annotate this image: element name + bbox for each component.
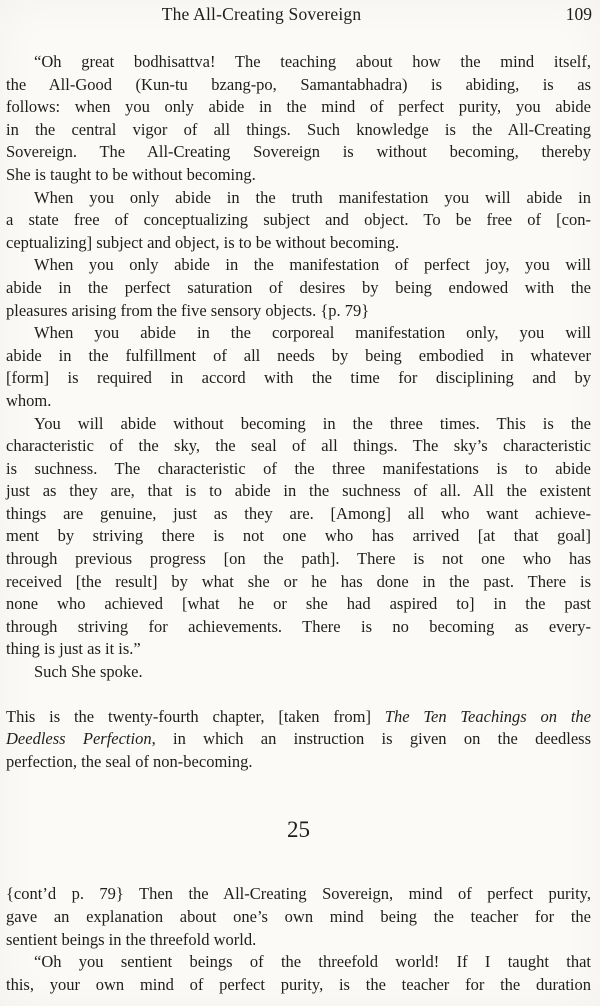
text-run: abide in the perfect saturation of desires by being endowed with the bbox=[6, 277, 591, 297]
text-run: sentient beings in the threefold world. bbox=[6, 929, 257, 949]
text-run: this, your own mind of perfect purity, is the teacher for the duration bbox=[6, 974, 591, 994]
text-line bbox=[6, 974, 591, 997]
running-title: The All-Creating Sovereign bbox=[161, 4, 362, 24]
text-run: ceptualizing] subject and object, is to be without becoming. bbox=[6, 232, 400, 252]
text-line bbox=[6, 187, 591, 210]
text-run: gave an explanation about one’s own mind being the teacher for the bbox=[6, 907, 591, 926]
text-line bbox=[6, 413, 591, 436]
page-header bbox=[6, 4, 593, 28]
page-number: 109 bbox=[565, 4, 592, 24]
paragraph bbox=[6, 187, 591, 255]
text-run: received [the result] by what she or he has done in the past. There is bbox=[6, 571, 591, 591]
text-run: whom. bbox=[6, 390, 52, 410]
text-line bbox=[6, 345, 591, 368]
paragraph bbox=[6, 951, 591, 996]
text-line bbox=[6, 929, 591, 952]
text-run: “Oh great bodhisattva! The teaching about how the mind itself, bbox=[34, 52, 591, 71]
text-line bbox=[6, 141, 591, 164]
text-line bbox=[6, 661, 591, 684]
text-run: She is taught to be without becoming. bbox=[6, 164, 256, 184]
text-line bbox=[6, 883, 591, 906]
text-line bbox=[6, 232, 591, 255]
text-line bbox=[6, 548, 591, 571]
text-line bbox=[6, 322, 591, 345]
text-line bbox=[6, 616, 591, 639]
text-run: in the central vigor of all things. Such knowledge is the All-Creating bbox=[6, 119, 591, 139]
text-line bbox=[6, 96, 591, 119]
text-line bbox=[6, 571, 591, 594]
text-line bbox=[6, 906, 591, 929]
text-run: [form] is required in accord with the time for disciplining and by bbox=[6, 368, 591, 388]
text-run: You will abide without becoming in the three times. This is the bbox=[34, 413, 591, 433]
paragraph bbox=[6, 413, 591, 662]
text-run: ment by striving there is not one who has arrived [at that goal] bbox=[6, 526, 591, 546]
italic-text-run: The Ten Teachings on the bbox=[384, 706, 591, 726]
text-run: , in which an instruction is given on the deedless bbox=[151, 729, 591, 749]
text-line bbox=[6, 951, 591, 974]
chapter-25-text bbox=[6, 883, 591, 996]
text-line bbox=[6, 300, 591, 323]
text-run: When you only abide in the truth manifestation you will abide in bbox=[34, 187, 591, 207]
text-line bbox=[6, 638, 591, 661]
text-line bbox=[6, 728, 591, 751]
text-line bbox=[6, 503, 591, 526]
text-run: through previous progress [on the path]. There is not one who has bbox=[6, 549, 591, 569]
text-line bbox=[6, 525, 591, 548]
text-line bbox=[6, 435, 591, 458]
text-line bbox=[6, 74, 591, 97]
text-line bbox=[6, 277, 591, 300]
text-line bbox=[6, 164, 591, 187]
text-line bbox=[6, 751, 591, 774]
text-run: abide in the fulfillment of all needs by being embodied in whatever bbox=[6, 345, 591, 365]
italic-text-run: Deedless Perfection bbox=[6, 729, 152, 749]
text-run: When you abide in the corporeal manifestation only, you will bbox=[34, 323, 591, 343]
text-run: through striving for achievements. There is no becoming as every- bbox=[6, 616, 591, 636]
text-line bbox=[6, 367, 591, 390]
chapter-24-text bbox=[6, 51, 591, 773]
paragraph bbox=[6, 661, 591, 684]
paragraph bbox=[6, 254, 591, 322]
text-run: none who achieved [what he or she had aspired to] in the past bbox=[6, 594, 591, 614]
text-line bbox=[6, 51, 591, 74]
text-block bbox=[6, 51, 591, 996]
paragraph bbox=[6, 322, 591, 412]
text-run: {cont’d p. 79} Then the All-Creating Sovereign, mind of perfect purity, bbox=[6, 884, 591, 904]
text-run: Such She spoke. bbox=[34, 662, 143, 682]
text-run: thing is just as it is.” bbox=[6, 639, 141, 659]
text-run: characteristic of the sky, the seal of all things. The sky’s characteristic bbox=[6, 436, 591, 456]
text-run: Sovereign. The All-Creating Sovereign is without becoming, thereby bbox=[6, 142, 591, 162]
text-run: pleasures arising from the five sensory objects. {p. 79} bbox=[6, 300, 370, 320]
text-run: just as they are, that is to abide in the suchness of all. All the existent bbox=[6, 481, 591, 501]
text-line bbox=[6, 706, 591, 729]
text-line bbox=[6, 209, 591, 232]
paragraph bbox=[6, 706, 591, 774]
text-run: the All-Good (Kun-tu bzang-po, Samantabhadra) is abiding, is as bbox=[6, 74, 591, 94]
paragraph bbox=[6, 51, 591, 187]
text-run: a state free of conceptualizing subject and object. To be free of [con- bbox=[6, 210, 591, 230]
text-line bbox=[6, 254, 591, 277]
text-line bbox=[6, 458, 591, 481]
chapter-number-heading: 25 bbox=[287, 817, 310, 843]
text-line bbox=[6, 119, 591, 142]
text-run: perfection, the seal of non-becoming. bbox=[6, 751, 253, 771]
text-line bbox=[6, 390, 591, 413]
text-line bbox=[6, 593, 591, 616]
text-run: “Oh you sentient beings of the threefold world! If I taught that bbox=[34, 952, 591, 972]
paragraph bbox=[6, 883, 591, 951]
text-line bbox=[6, 480, 591, 503]
text-run: When you only abide in the manifestation of perfect joy, you will bbox=[34, 255, 591, 275]
text-run: things are genuine, just as they are. [Among] all who want achieve- bbox=[6, 503, 591, 523]
text-run: follows: when you only abide in the mind of perfect purity, you abide bbox=[6, 97, 591, 117]
text-run: This is the twenty-fourth chapter, [taken from] bbox=[6, 706, 385, 726]
text-run: is suchness. The characteristic of the three manifestations is to abide bbox=[6, 458, 591, 478]
